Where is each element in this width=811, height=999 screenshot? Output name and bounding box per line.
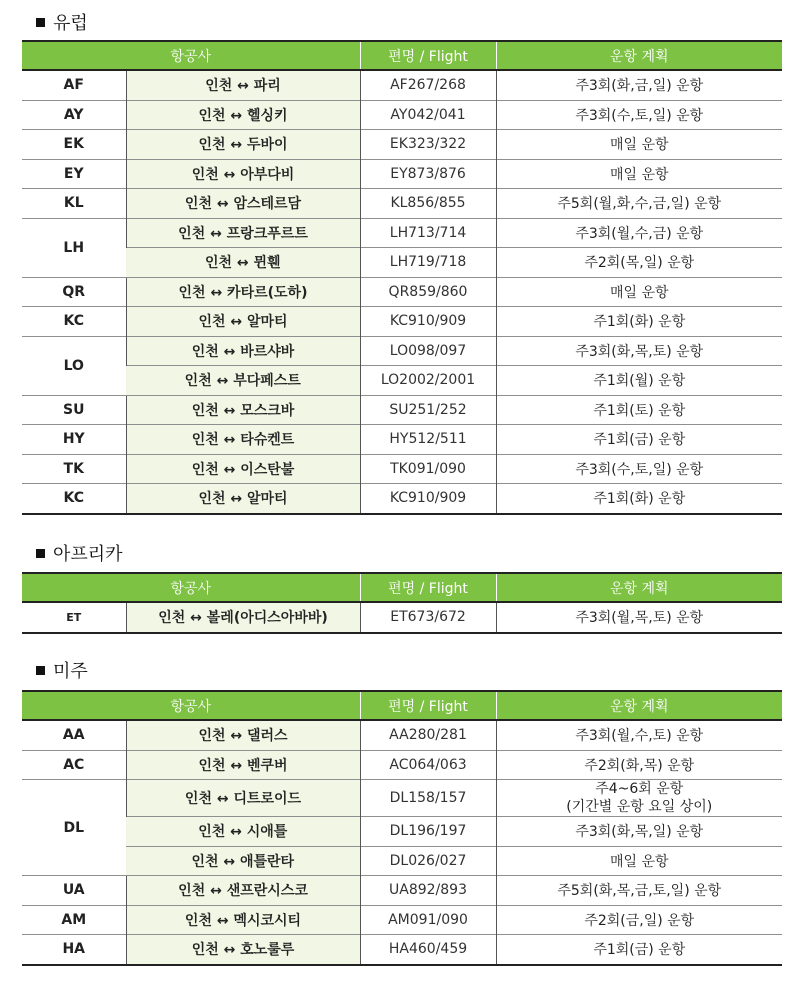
airline-code: ET	[66, 610, 82, 624]
header-flight: 편명 / Flight	[360, 573, 496, 602]
operation-plan: 주3회(월,수,금) 운항	[496, 218, 782, 248]
route: 인천 ↔ 시애틀	[126, 817, 360, 847]
table-row	[22, 366, 782, 396]
route: 인천 ↔ 바르샤바	[126, 336, 360, 366]
header-airline: 항공사	[22, 573, 360, 602]
route: 인천 ↔ 부다페스트	[126, 366, 360, 396]
table-row	[22, 218, 782, 248]
route: 인천 ↔ 호노룰루	[126, 935, 360, 965]
operation-plan: 주3회(화,금,일) 운항	[496, 70, 782, 100]
header-airline: 항공사	[22, 41, 360, 70]
americas-schedule-table	[22, 690, 782, 966]
flight-number: SU251/252	[360, 395, 496, 425]
header-plan: 운항 계획	[496, 573, 782, 602]
operation-plan: 주3회(월,수,토) 운항	[496, 720, 782, 750]
table-header-row	[22, 41, 782, 70]
route: 인천 ↔ 애틀란타	[126, 846, 360, 876]
airline-code: AC	[22, 750, 126, 780]
airline-code: LH	[22, 218, 126, 277]
flight-number: LH719/718	[360, 248, 496, 278]
table-row	[22, 395, 782, 425]
operation-plan: 주1회(금) 운항	[496, 935, 782, 965]
header-airline: 항공사	[22, 691, 360, 720]
flight-number: KC910/909	[360, 307, 496, 337]
operation-plan: 주3회(수,토,일) 운항	[496, 100, 782, 130]
table-header-row	[22, 573, 782, 602]
operation-plan: 주3회(수,토,일) 운항	[496, 454, 782, 484]
route: 인천 ↔ 알마티	[126, 307, 360, 337]
section-title-text: 유럽	[53, 13, 88, 34]
operation-plan: 주2회(금,일) 운항	[496, 905, 782, 935]
table-row	[22, 159, 782, 189]
route: 인천 ↔ 볼레(아디스아바바)	[126, 602, 360, 633]
section-title-text: 아프리카	[53, 544, 123, 565]
flight-number: DL026/027	[360, 846, 496, 876]
operation-plan: 매일 운항	[496, 130, 782, 160]
flight-number: AC064/063	[360, 750, 496, 780]
operation-plan: 주3회(화,목,토) 운항	[496, 336, 782, 366]
table-row	[22, 750, 782, 780]
flight-number: LH713/714	[360, 218, 496, 248]
square-bullet-icon	[36, 18, 45, 27]
table-row	[22, 70, 782, 100]
section-title-europe	[36, 9, 88, 35]
operation-plan: 주2회(목,일) 운항	[496, 248, 782, 278]
airline-code: DL	[22, 780, 126, 876]
plan-note: (기간별 운항 요일 상이)	[566, 799, 713, 815]
section-title-americas	[36, 657, 88, 683]
route: 인천 ↔ 파리	[126, 70, 360, 100]
table-row	[22, 846, 782, 876]
airline-code: EK	[22, 130, 126, 160]
airline-code: AF	[63, 77, 84, 94]
table-row	[22, 817, 782, 847]
flight-number: HY512/511	[360, 425, 496, 455]
route: 인천 ↔ 뮌휀	[126, 248, 360, 278]
table-row	[22, 336, 782, 366]
route: 인천 ↔ 아부다비	[126, 159, 360, 189]
table-row	[22, 905, 782, 935]
operation-plan: 주3회(월,목,토) 운항	[496, 602, 782, 633]
operation-plan: 주1회(화) 운항	[496, 484, 782, 514]
operation-plan	[496, 780, 782, 817]
flight-number: AF267/268	[360, 70, 496, 100]
route: 인천 ↔ 타슈켄트	[126, 425, 360, 455]
table-row	[22, 454, 782, 484]
airline-code: SU	[22, 395, 126, 425]
flight-number: EK323/322	[360, 130, 496, 160]
operation-plan: 주2회(화,목) 운항	[496, 750, 782, 780]
operation-plan: 주5회(화,목,금,토,일) 운항	[496, 876, 782, 906]
operation-plan: 주1회(월) 운항	[496, 366, 782, 396]
table-row	[22, 425, 782, 455]
airline-code: KL	[22, 189, 126, 219]
route: 인천 ↔ 카타르(도하)	[126, 277, 360, 307]
flight-number: QR859/860	[360, 277, 496, 307]
operation-plan: 주1회(화) 운항	[496, 307, 782, 337]
route: 인천 ↔ 샌프란시스코	[126, 876, 360, 906]
route: 인천 ↔ 암스테르담	[126, 189, 360, 219]
table-row	[22, 248, 782, 278]
table-row	[22, 189, 782, 219]
africa-schedule-table	[22, 572, 782, 634]
operation-plan: 매일 운항	[496, 277, 782, 307]
route: 인천 ↔ 알마티	[126, 484, 360, 514]
flight-number: LO098/097	[360, 336, 496, 366]
square-bullet-icon	[36, 549, 45, 558]
flight-number: AM091/090	[360, 905, 496, 935]
header-flight: 편명 / Flight	[360, 41, 496, 70]
europe-schedule-table	[22, 40, 782, 515]
flight-number: KC910/909	[360, 484, 496, 514]
flight-number: KL856/855	[360, 189, 496, 219]
airline-code: UA	[22, 876, 126, 906]
operation-plan: 주1회(토) 운항	[496, 395, 782, 425]
airline-code: LO	[22, 336, 126, 395]
operation-plan: 매일 운항	[496, 159, 782, 189]
flight-number: AA280/281	[360, 720, 496, 750]
flight-number: ET673/672	[360, 602, 496, 633]
flight-number: LO2002/2001	[360, 366, 496, 396]
airline-code: KC	[22, 484, 126, 514]
airline-code: HA	[22, 935, 126, 965]
route: 인천 ↔ 멕시코시티	[126, 905, 360, 935]
table-row	[22, 720, 782, 750]
airline-code: EY	[22, 159, 126, 189]
flight-number: DL158/157	[360, 780, 496, 817]
route: 인천 ↔ 벤쿠버	[126, 750, 360, 780]
table-row	[22, 602, 782, 633]
table-row	[22, 100, 782, 130]
section-title-africa	[36, 540, 123, 566]
header-plan: 운항 계획	[496, 691, 782, 720]
route: 인천 ↔ 모스크바	[126, 395, 360, 425]
operation-plan: 주1회(금) 운항	[496, 425, 782, 455]
square-bullet-icon	[36, 666, 45, 675]
airline-code: AA	[62, 727, 85, 744]
header-flight: 편명 / Flight	[360, 691, 496, 720]
route: 인천 ↔ 두바이	[126, 130, 360, 160]
route: 인천 ↔ 댈러스	[126, 720, 360, 750]
flight-number: AY042/041	[360, 100, 496, 130]
flight-number: UA892/893	[360, 876, 496, 906]
route: 인천 ↔ 이스탄불	[126, 454, 360, 484]
table-row	[22, 876, 782, 906]
operation-plan: 주5회(월,화,수,금,일) 운항	[496, 189, 782, 219]
airline-code: HY	[22, 425, 126, 455]
airline-code: QR	[22, 277, 126, 307]
operation-plan: 주3회(화,목,일) 운항	[496, 817, 782, 847]
airline-code: AM	[22, 905, 126, 935]
route: 인천 ↔ 헬싱키	[126, 100, 360, 130]
flight-number: TK091/090	[360, 454, 496, 484]
flight-number: DL196/197	[360, 817, 496, 847]
flight-number: EY873/876	[360, 159, 496, 189]
table-row	[22, 935, 782, 965]
section-title-text: 미주	[53, 661, 88, 682]
operation-plan: 매일 운항	[496, 846, 782, 876]
route: 인천 ↔ 디트로이드	[126, 780, 360, 817]
plan-main: 주4~6회 운항	[595, 781, 684, 797]
table-row	[22, 277, 782, 307]
table-row	[22, 780, 782, 817]
airline-code: TK	[22, 454, 126, 484]
header-plan: 운항 계획	[496, 41, 782, 70]
table-row	[22, 484, 782, 514]
airline-code: AY	[22, 100, 126, 130]
table-row	[22, 130, 782, 160]
flight-number: HA460/459	[360, 935, 496, 965]
table-header-row	[22, 691, 782, 720]
airline-code: KC	[22, 307, 126, 337]
route: 인천 ↔ 프랑크푸르트	[126, 218, 360, 248]
table-row	[22, 307, 782, 337]
